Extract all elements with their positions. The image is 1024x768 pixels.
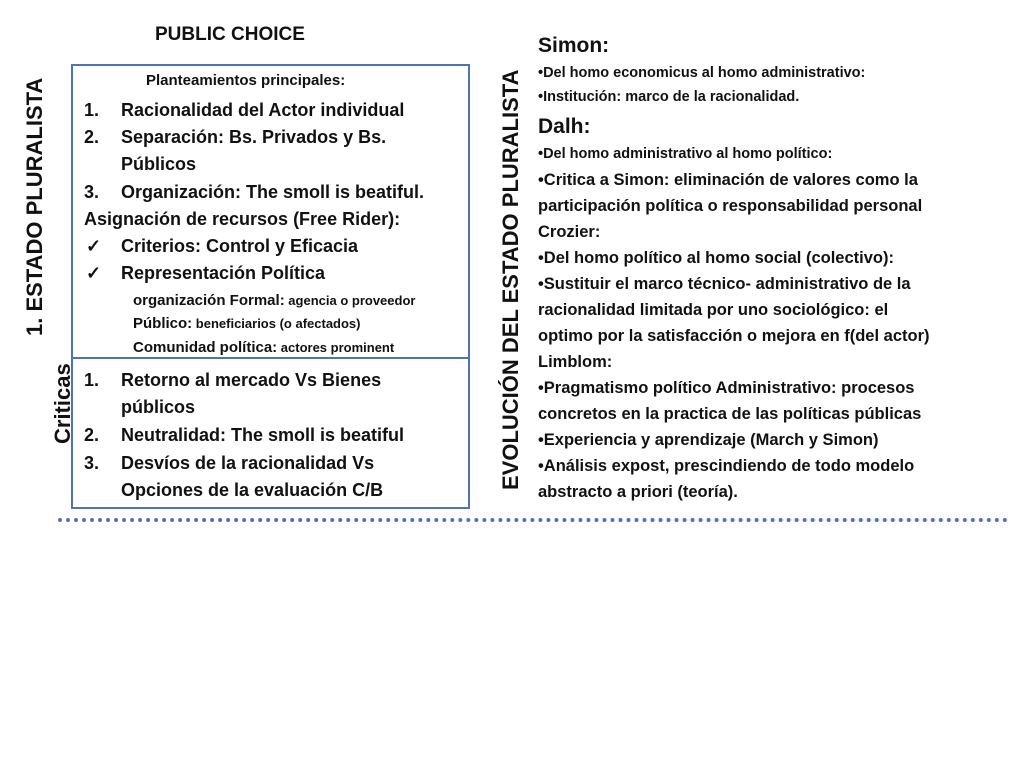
sub-item-2-bold: Público: [133,315,193,332]
limblom-heading: Limblom: [538,353,613,371]
crozier-line-2c: optimo por la satisfacción o mejora en f(del actor) [538,327,930,345]
limblom-line-3a: •Análisis expost, prescindiendo de todo modelo [538,457,915,475]
sub-item-1 [133,293,415,309]
crozier-line-1: •Del homo político al homo social (colectivo): [538,249,894,267]
crozier-line-2b: racionalidad limitada por uno sociológico: el [538,301,889,319]
evolucion-label: EVOLUCIÓN DEL ESTADO PLURALISTA [498,69,523,490]
sub-item-3 [133,340,394,356]
sub-item-3-bold: Comunidad política: [133,339,278,356]
limblom-line-1a: •Pragmatismo político Administrativo: procesos [538,379,915,397]
check-icon: ✓ [86,236,102,256]
sub-item-2-rest: beneficiarios (o afectados) [192,316,361,331]
crozier-line-2a: •Sustituir el marco técnico- administrativo de la [538,275,911,293]
critica-text-1: Retorno al mercado Vs Bienes [121,370,382,390]
check-item-1: Criterios: Control y Eficacia [121,236,359,256]
item-text-2: Separación: Bs. Privados y Bs. [121,127,387,147]
item-text-3: Organización: The smoll is beatiful. [121,182,425,202]
critica-num-1: 1. [84,370,100,390]
dalh-line-2a: •Critica a Simon: eliminación de valores como la [538,171,918,189]
critica-text-2: Neutralidad: The smoll is beatiful [121,425,405,445]
asignacion-text: Asignación de recursos (Free Rider): [84,209,401,229]
critica-text-1-cont: públicos [121,397,196,417]
simon-heading: Simon: [538,34,610,57]
simon-line-1: •Del homo economicus al homo administrativo: [538,65,866,81]
sub-item-3-rest: actores prominent [277,340,395,355]
crozier-heading: Crozier: [538,223,601,241]
dalh-line-2b: participación política o responsabilidad personal [538,197,923,215]
dotted-divider [58,518,1008,522]
item-num-3: 3. [84,182,100,202]
sub-item-1-bold: organización Formal: [133,292,285,309]
simon-line-2: •Institución: marco de la racionalidad. [538,89,800,105]
limblom-line-1b: concretos en la practica de las políticas públicas [538,405,922,423]
check-item-2: Representación Política [121,263,326,283]
estado-pluralista-label: 1. ESTADO PLURALISTA [22,77,47,336]
item-num-1: 1. [84,100,100,120]
limblom-line-3b: abstracto a priori (teoría). [538,483,738,501]
check-icon: ✓ [86,263,102,283]
public-choice-title: PUBLIC CHOICE [155,24,305,45]
item-text-2-cont: Públicos [121,154,197,174]
critica-num-3: 3. [84,453,100,473]
item-num-2: 2. [84,127,100,147]
critica-text-3-cont: Opciones de la evaluación C/B [121,480,384,500]
dalh-heading: Dalh: [538,115,591,138]
sub-item-1-rest: agencia o proveedor [284,293,416,308]
dalh-line-1: •Del homo administrativo al homo político: [538,146,833,162]
criticas-label: Criticas [50,363,75,444]
item-text-1: Racionalidad del Actor individual [121,100,405,120]
critica-num-2: 2. [84,425,100,445]
planteamientos-heading: Planteamientos principales: [146,72,346,89]
critica-text-3: Desvíos de la racionalidad Vs [121,453,375,473]
sub-item-2 [133,316,361,332]
limblom-line-2: •Experiencia y aprendizaje (March y Simon) [538,431,879,449]
